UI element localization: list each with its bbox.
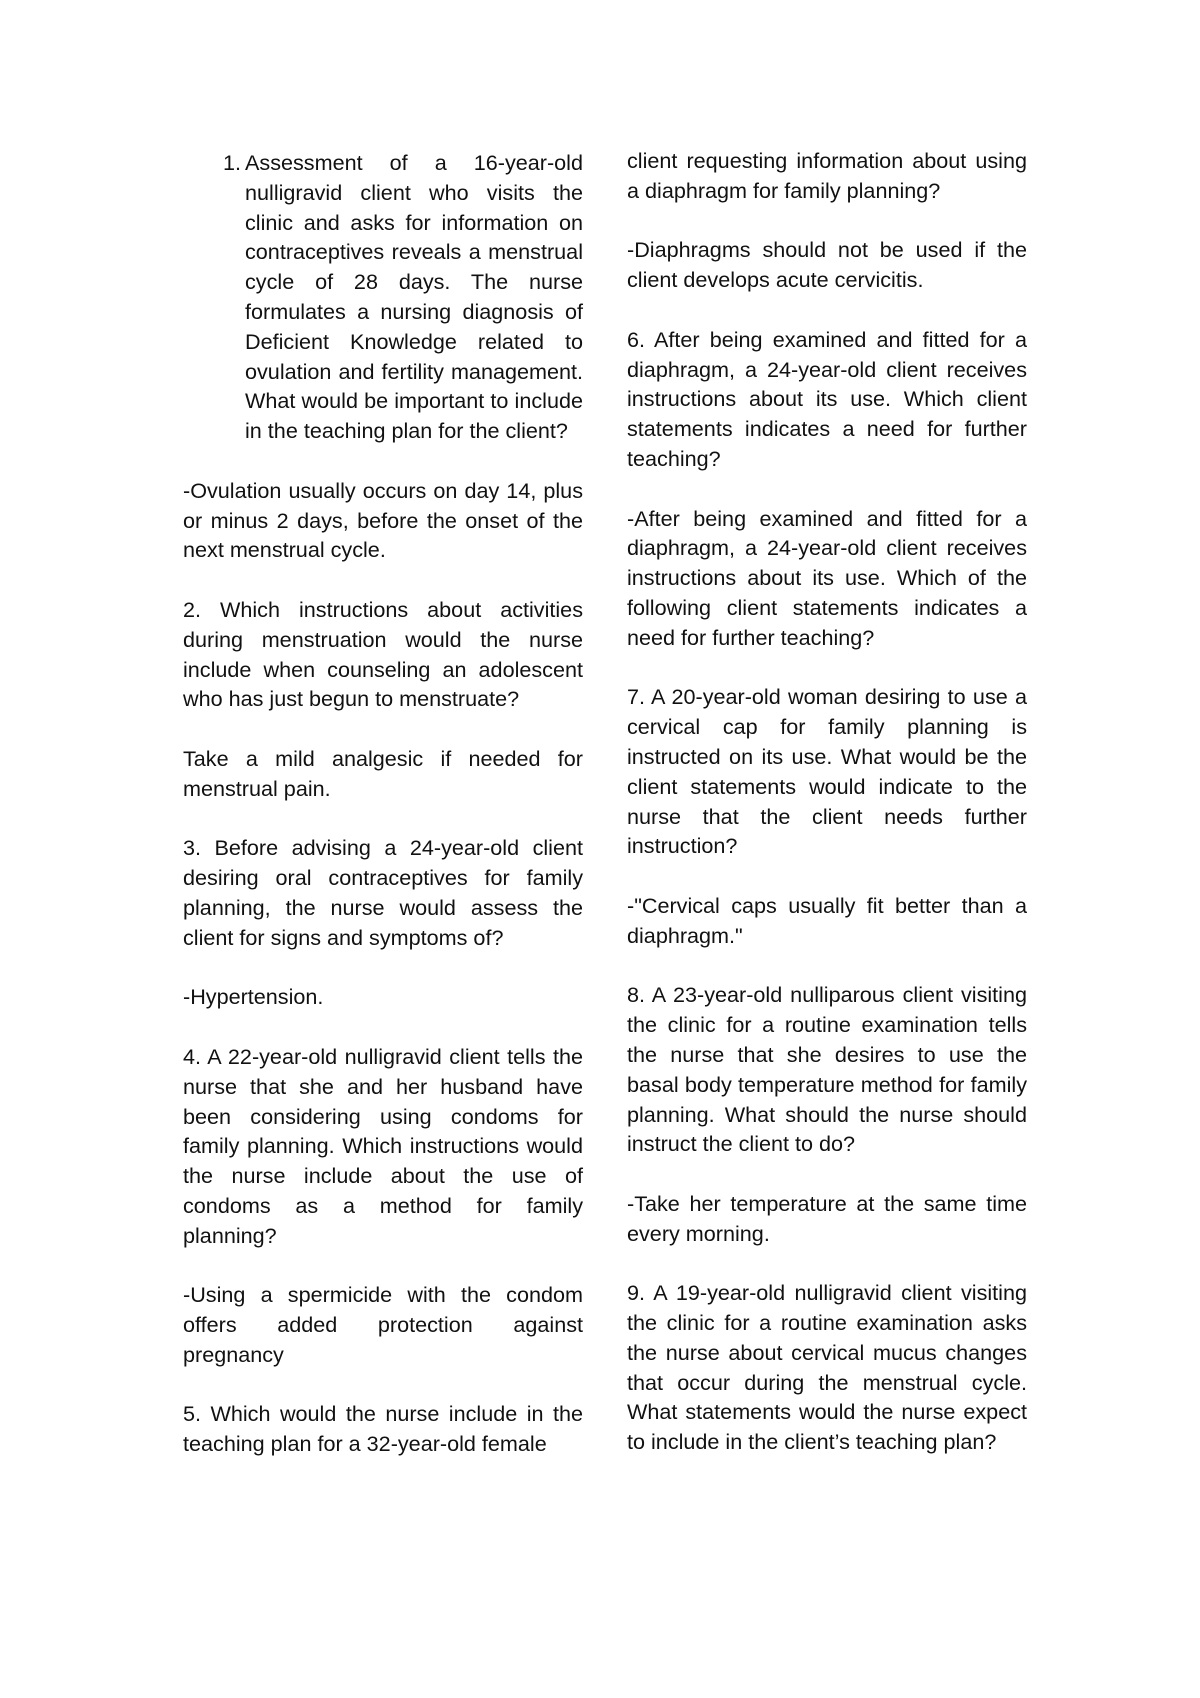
- right-column: [627, 146, 1027, 1487]
- question-8: 8. A 23-year-old nulliparous client visiting the clinic for a routine examination tells the nurse that she desires to use the basal body temperature method for family planning. What should the nurse should instruct the client to do?: [627, 982, 1027, 1157]
- answer-4: -Using a spermicide with the condom offers added protection against pregnancy: [183, 1282, 583, 1367]
- answer-5: -Diaphragms should not be used if the client develops acute cervicitis.: [627, 237, 1027, 293]
- question-4: 4. A 22-year-old nulligravid client tells the nurse that she and her husband have been considering using condoms for family planning. Which instructions would the nurse include about the use of condoms as a method for family planning?: [183, 1043, 583, 1248]
- answer-1: -Ovulation usually occurs on day 14, plus or minus 2 days, before the onset of the next menstrual cycle.: [183, 477, 583, 563]
- question-9: 9. A 19-year-old nulligravid client visiting the clinic for a routine examination asks the nurse about cervical mucus changes that occur during the menstrual cycle. What statements would the nurse expect to include in the client’s teaching plan?: [627, 1280, 1027, 1455]
- answer-7: -"Cervical caps usually fit better than a diaphragm.": [627, 892, 1027, 948]
- question-3: 3. Before advising a 24-year-old client desiring oral contraceptives for family planning, the nurse would assess the client for signs and symptoms of?: [183, 835, 583, 950]
- answer-3: -Hypertension.: [183, 984, 324, 1010]
- question-5-start: 5. Which would the nurse include in the teaching plan for a 32-year-old female: [183, 1401, 583, 1457]
- question-6: 6. After being examined and fitted for a diaphragm, a 24-year-old client receives instructions about its use. Which client statements indicates a need for further teaching?: [627, 326, 1027, 471]
- question-1: [183, 148, 583, 446]
- question-1-number: 1.: [222, 150, 241, 175]
- question-5-continued: client requesting information about using a diaphragm for family planning?: [627, 148, 1027, 203]
- answer-2: Take a mild analgesic if needed for menstrual pain.: [183, 745, 583, 801]
- answer-8: -Take her temperature at the same time every morning.: [627, 1190, 1027, 1246]
- left-column: [183, 148, 583, 1489]
- question-7: 7. A 20-year-old woman desiring to use a cervical cap for family planning is instructed on its use. What would be the client statements would indicate to the nurse that the client needs further instruction?: [627, 684, 1027, 859]
- answer-6: -After being examined and fitted for a diaphragm, a 24-year-old client receives instructions about its use. Which of the following client statements indicates a need for further teaching?: [627, 505, 1027, 650]
- question-2: 2. Which instructions about activities during menstruation would the nurse include when counseling an adolescent who has just begun to menstruate?: [183, 596, 583, 712]
- question-1-text: Assessment of a 16-year-old nulligravid client who visits the clinic and asks for information on contraceptives reveals a menstrual cycle of 28 days. The nurse formulates a nursing diagnosis of Deficient Knowledge related to ovulation and fertility management. What would be important to include in the teaching plan for the client?: [245, 150, 583, 444]
